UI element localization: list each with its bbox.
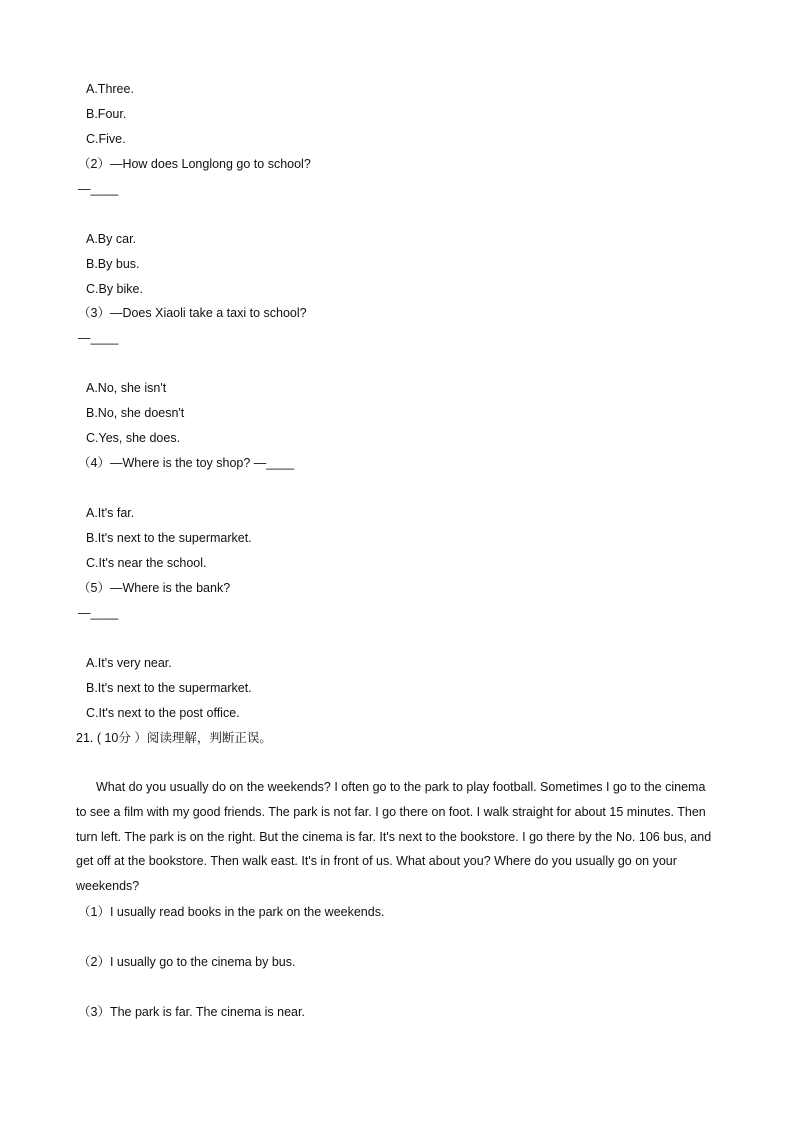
q2-answer-blank: —____ [78,182,119,196]
q2-option-a: A.By car. [86,232,137,246]
statement-1: （1）I usually read books in the park on the weekends. [78,905,385,919]
q5-option-a: A.It's very near. [86,656,172,670]
q1-option-c: C.Five. [86,132,126,146]
q5-answer-blank: —____ [78,606,119,620]
q5-option-c: C.It's next to the post office. [86,706,240,720]
reading-passage-text: What do you usually do on the weekends? I often go to the park to play football. Sometimes I go to the cinema to see a film with my good friends. The park is not far. I go there on foot. I walk straight for about 15 minutes. Then turn left. The park is on the right. But the cinema is far. It's next to the bookstore. I go there by the No. 106 bus, and get off at the bookstore. Then walk east. It's in front of us. What about you? Where do you usually go on your weekends? [76,780,712,894]
q4-option-b: B.It's next to the supermarket. [86,531,252,545]
reading-passage [76,775,716,899]
q3-option-b: B.No, she doesn't [86,406,185,420]
q4-option-a: A.It's far. [86,506,135,520]
statement-3: （3）The park is far. The cinema is near. [78,1005,305,1019]
q3-option-a: A.No, she isn't [86,381,167,395]
q5-stem: （5）—Where is the bank? [78,581,231,595]
q4-option-c: C.It's near the school. [86,556,207,570]
q2-option-c: C.By bike. [86,282,143,296]
q3-option-c: C.Yes, she does. [86,431,181,445]
q5-option-b: B.It's next to the supermarket. [86,681,252,695]
q2-stem: （2）—How does Longlong go to school? [78,157,311,171]
q2-option-b: B.By bus. [86,257,140,271]
section-21-title: 21. ( 10分 ）阅读理解，判断正误。 [76,731,272,745]
q1-option-b: B.Four. [86,107,127,121]
q4-stem: （4）—Where is the toy shop? —____ [78,456,295,470]
statement-2: （2）I usually go to the cinema by bus. [78,955,296,969]
q3-stem: （3）—Does Xiaoli take a taxi to school? [78,306,307,320]
q1-option-a: A.Three. [86,82,134,96]
q3-answer-blank: —____ [78,331,119,345]
